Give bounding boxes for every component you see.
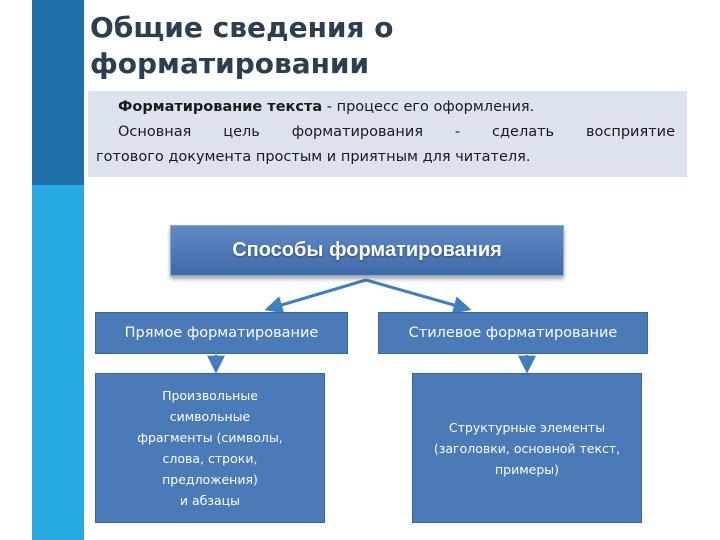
detail-line: и абзацы	[179, 493, 241, 508]
detail-line: фрагменты (символы,	[137, 430, 283, 445]
arrow-to-style-formatting	[366, 280, 468, 309]
title-line-2: форматировании	[90, 47, 370, 80]
goal-line-2: готового документа простым и приятным для читателя.	[96, 149, 531, 165]
page-title	[90, 10, 690, 82]
detail-line: (заголовки, основной текст,	[433, 440, 621, 456]
direct-formatting-detail	[95, 373, 325, 523]
sidebar-accent-light	[32, 185, 84, 540]
arrow-to-direct-formatting	[268, 280, 366, 309]
style-formatting-detail	[412, 373, 642, 523]
definition-line	[96, 95, 675, 120]
goal-line-1: Основная цель форматирования - сделать восприятие	[118, 124, 675, 140]
definition-term: Форматирование текста	[118, 99, 323, 115]
detail-line: символьные	[169, 409, 251, 424]
style-formatting-node: Стилевое форматирование	[378, 312, 648, 354]
detail-line: слова, строки,	[162, 451, 258, 466]
detail-line: Структурные элементы	[448, 419, 606, 435]
detail-line: примеры)	[494, 461, 560, 477]
direct-formatting-node: Прямое форматирование	[95, 312, 348, 354]
formatting-methods-node: Способы форматирования	[170, 225, 564, 276]
title-line-1: Общие сведения о	[90, 11, 394, 44]
definition-text: - процесс его оформления.	[322, 99, 535, 115]
definition-box	[88, 91, 687, 177]
detail-line: Произвольные	[162, 388, 258, 403]
detail-line: предложения)	[162, 472, 258, 487]
sidebar-accent-dark	[32, 0, 84, 185]
